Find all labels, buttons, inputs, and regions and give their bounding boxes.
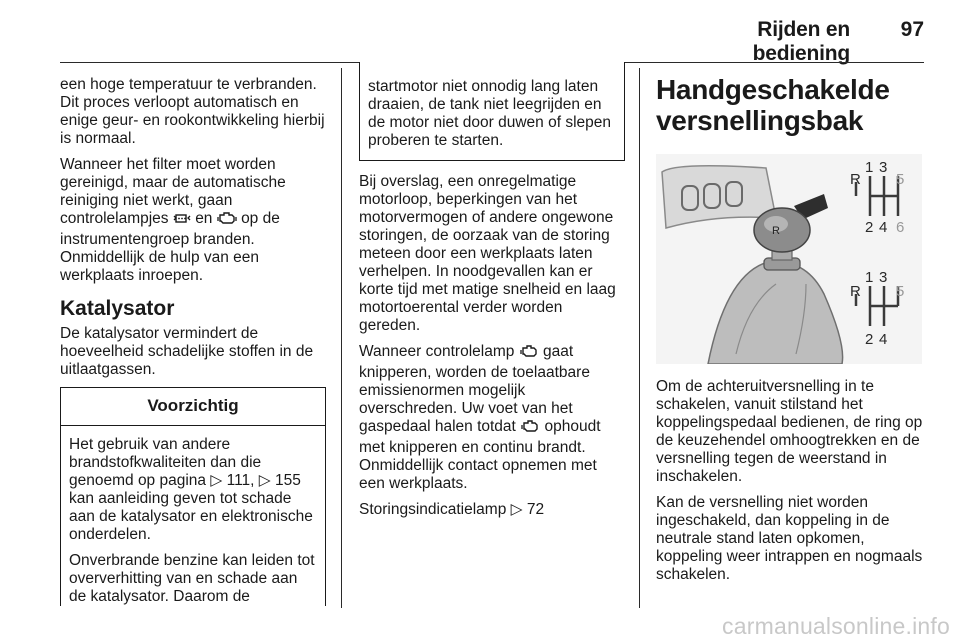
gear-shift-illustration <box>656 154 922 364</box>
watermark: carmanualsonline.info <box>722 613 950 639</box>
gear-label: R <box>850 283 861 300</box>
column-left <box>60 76 326 614</box>
paragraph: Onverbrande benzine kan leiden tot oververhitting van en schade aan de katalysator. Daarom de <box>69 552 315 605</box>
page-ref-arrow-icon: ▷ <box>510 501 523 518</box>
page-ref-arrow-icon: ▷ <box>210 472 223 489</box>
gear-label: 5 <box>896 171 905 188</box>
svg-text:R: R <box>772 225 780 237</box>
paragraph: Om de achteruitversnelling in te schakelen, vanuit stilstand het koppelingspedaal bedienen, de ring op de keuzehendel omhoogtrekken en de versnelling tegen de weerstand in inschakelen. <box>656 378 923 485</box>
page-ref-link[interactable]: 72 <box>526 501 545 518</box>
caution-box <box>60 387 326 606</box>
paragraph: Wanneer het filter moet worden gereinigd, maar de automatische reiniging niet werkt, gaan controlelampjes en op de instrumentengroep branden. Onmiddellijk de hulp van een werkplaats inroepen. <box>60 156 286 284</box>
paragraph: De katalysator vermindert de hoeveelheid schadelijke stoffen in de uitlaatgassen. <box>60 325 314 378</box>
section-heading: Katalysator <box>60 297 175 320</box>
paragraph: Het gebruik van andere brandstofkwaliteiten dan die genoemd op pagina ▷ 111, ▷ 155 kan aanleiding geven tot schade aan de katalysator en elektronische onderdelen. <box>69 436 313 543</box>
gear-label: 2 <box>865 331 874 348</box>
paragraph: startmotor niet onnodig lang laten draaien, de tank niet leegrijden en de motor niet door duwen of slepen proberen te starten. <box>368 78 611 149</box>
caution-box-continued <box>359 62 625 161</box>
gear-label: 1 <box>865 159 874 176</box>
paragraph: Kan de versnelling niet worden ingeschakeld, dan koppeling in de neutrale stand laten opkomen, koppeling weer intrappen en nogmaals schakelen. <box>656 494 923 583</box>
gear-label: 3 <box>879 269 888 286</box>
section-title: Handgeschakelde versnellingsbak <box>656 74 890 136</box>
page-header-title: Rijden en bediening <box>752 18 850 65</box>
gear-label: 3 <box>879 159 888 176</box>
engine-warning-lamp-icon <box>520 419 540 439</box>
gear-label: 5 <box>896 283 905 300</box>
paragraph: Bij overslag, een onregelmatige motorloop, beperkingen van het motorvermogen of andere ongewone storingen, de oorzaak van de storing meteen door een werkplaats laten verhelpen. In noodgevallen kan er korte tijd met matige snelheid en laag motortoerental verder worden gereden. <box>359 173 616 334</box>
page-ref-link[interactable]: 111, <box>226 472 255 489</box>
engine-warning-lamp-icon <box>519 344 539 364</box>
paragraph: een hoge temperatuur te verbranden. Dit proces verloopt automatisch en enige geur- en rookontwikkeling hierbij is normaal. <box>60 76 325 147</box>
page-ref-arrow-icon: ▷ <box>258 472 271 489</box>
gear-label: R <box>850 171 861 188</box>
gear-label: 4 <box>879 219 888 236</box>
paragraph: Wanneer controlelamp gaat knipperen, worden de toelaatbare emissienormen mogelijk overschreden. Uw voet van het gaspedaal halen totdat ophoudt met knipperen en continu brandt. Onmiddellijk contact opnemen met een werkplaats. <box>359 343 601 492</box>
column-divider <box>639 68 640 608</box>
gear-label: 6 <box>896 219 905 236</box>
page-ref-link[interactable]: 155 <box>275 472 301 489</box>
engine-check-icon <box>217 211 237 231</box>
column-divider <box>341 68 342 608</box>
caution-heading: Voorzichtig <box>61 388 325 426</box>
column-right <box>656 74 924 592</box>
gear-label: 4 <box>879 331 888 348</box>
diesel-filter-warning-icon <box>173 211 191 231</box>
column-middle <box>359 62 625 527</box>
page-number: 97 <box>900 18 924 41</box>
gear-label: 1 <box>865 269 874 286</box>
paragraph: Storingsindicatielamp ▷ 72 <box>359 501 545 518</box>
gear-label: 2 <box>865 219 874 236</box>
